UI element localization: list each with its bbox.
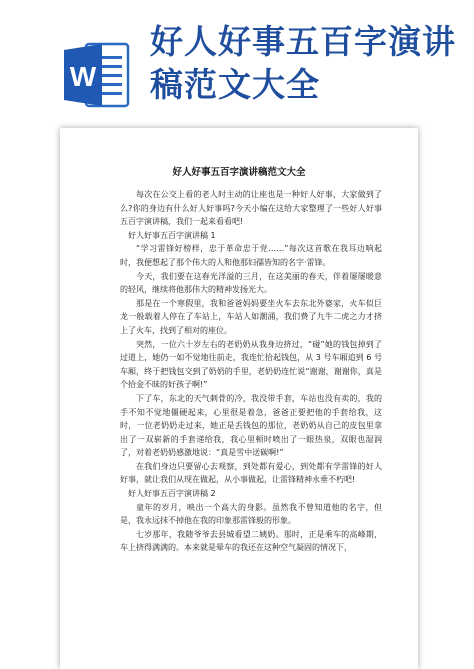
word-document-icon	[62, 40, 132, 110]
document-page	[60, 128, 418, 669]
section-heading: 好人好事五百字演讲稿 1	[128, 230, 216, 240]
paragraph: 突然，一位六十岁左右的老奶奶从我身边挤过，“碰”她的钱包掉到了过道上，她仍一如不觉地往前走，我连忙拾起钱包，从 3 号车厢追到 6 号车厢，终于把钱包交到了奶奶的手里，老奶奶连忙说“谢谢，谢谢你，真是个拾金不昧的好孩子啊!”	[120, 339, 382, 390]
word-logo-letter: W	[69, 61, 97, 92]
header-banner	[0, 0, 474, 118]
paragraph: 每次在公交上看的老人时主动的让座也是一种好人好事，大家做到了么?你的身边有什么好人好事吗?今天小编在这给大家整理了一些好人好事五百字演讲稿，我们一起来看看吧!	[120, 190, 382, 227]
document-title: 好人好事五百字演讲稿范文大全	[172, 167, 306, 178]
section-heading: 好人好事五百字演讲稿 2	[128, 489, 216, 499]
paragraph: 那是在一个寒假里，我和爸爸妈妈要坐火车去东北外婆家，火车似巨龙一般载着人停在了车站上，车站人如潮涌，我们费了九牛二虎之力才挤上了火车，找到了相对的座位。	[120, 298, 382, 335]
paragraph: 童年的岁月，映出一个高大的身影。虽然我不曾知道他的名字，但是，我永远抹不掉他在我的印象那雷锋般的形象。	[120, 502, 382, 526]
document-body	[120, 188, 382, 555]
paragraph: “学习雷锋好榜样，忠于革命忠于党……”每次这首歌在我耳边响起时，我便想起了那个伟大的人和他那妇孺皆知的名字·雷锋。	[120, 244, 382, 267]
paragraph: 今天，我们要在这春光洋溢的三月，在这美丽的春天，伴着屡屡暖意的轻风，继续将他那伟大的精神发扬光大。	[120, 271, 382, 295]
paragraph: 下了车，东北的天气刺骨的冷，我没带手套，车站也没有卖的，我的手不知不觉地僵硬起来，心里很是着急，爸爸正要把他的手套给我，这时，一位老奶奶走过来，她正是丢钱包的那位，老奶奶从自己的皮包里拿出了一双崭新的手套递给我，我心里顿时喷出了一眼热泉，双眼也湿润了，对着老奶奶感激地说：“真是雪中送碳啊!”	[120, 393, 382, 458]
paragraph: 七岁那年，我随爷爷去县城看望二姨奶。那时，正是乘车的高峰期，车上挤得满满的。本来就是晕车的我还在这种空气凝固的情况下，	[120, 529, 382, 553]
banner-title: 好人好事五百字演讲稿范文大全	[150, 22, 456, 104]
paragraph: 在我们身边只要留心去观察，到处都有爱心，到处都有学雷锋的好人好事，就让我们从现在做起，从小事做起，让雷锋精神永垂不朽吧!	[120, 461, 382, 485]
